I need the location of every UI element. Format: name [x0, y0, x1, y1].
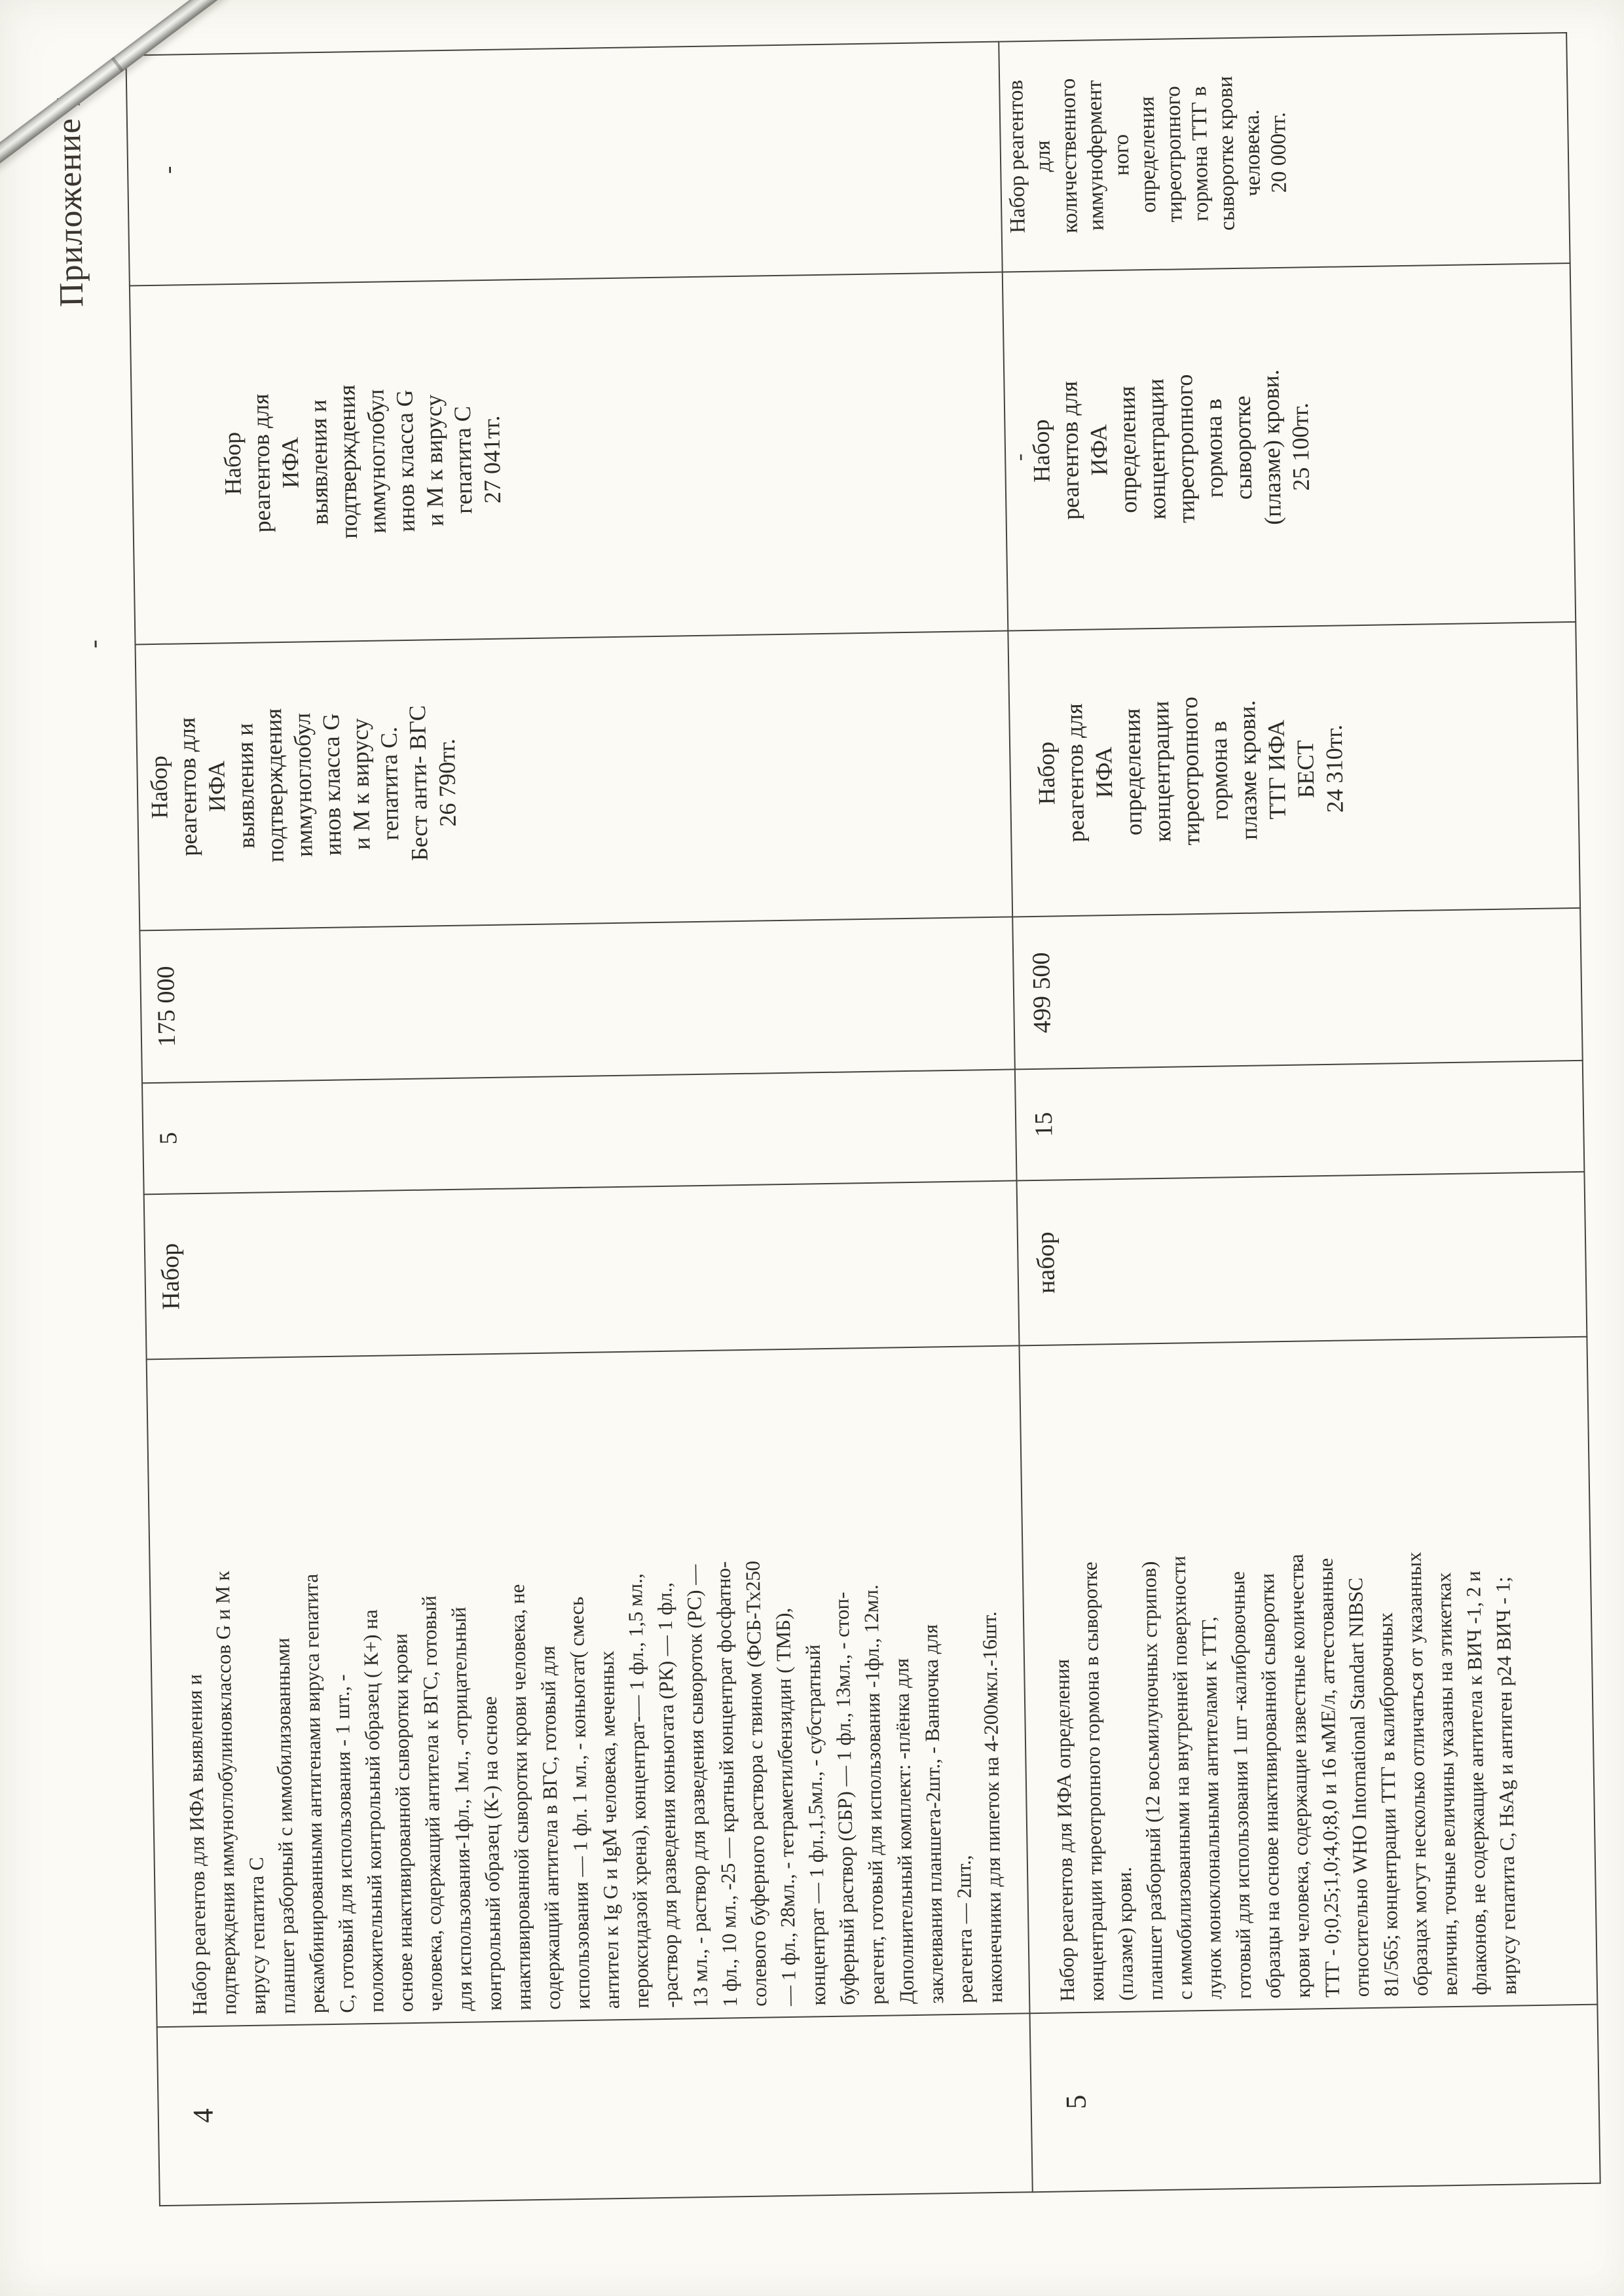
offer-cell-supplier3-dash: -	[126, 42, 1002, 286]
quantity-cell: 5	[142, 1069, 1017, 1194]
unit-cell: Набор	[144, 1180, 1020, 1359]
quantity-cell: 15	[1015, 1061, 1585, 1181]
appendix-label: Приложение 1	[50, 90, 91, 308]
row-number-cell: 4	[157, 2013, 1033, 2206]
table-row-item-4	[126, 42, 1032, 2206]
item-description-cell: Набор реагентов для ИФА определения концентрации тиреотропного гормона в сыворотке (плазме) крови. планшет разборный (12 восьмилуночных стрипов) с иммобилизованными на внутренней поверхности лунок моноклональными антителами к ТТГ, готовый для использования 1 шт -калибровочные образцы на основе инактивированной сыворотки крови человека, содержащие известные количества ТТГ - 0;0,25;1,0;4,0;8,0 и 16 мМЕ/л, аттестованные относительно WHO Intornational Standart NIBSC 81/565; концентрации ТТГ в калибровочных образцах могут несколько отличаться от указанных величин, точные величины указаны на этикетках флаконов, не содержащие антитела к ВИЧ -1, 2 и вирусу гепатита С, HsAg и антиген р24 ВИЧ - 1;	[1019, 1337, 1597, 2013]
offer-cell-supplier2: Набор реагентов для ИФА выявления и подтверждения иммуноглобул инов класса G и М к вирусу гепатита С 27 041тг.	[130, 272, 1008, 645]
unit-cell: набор	[1017, 1172, 1587, 1346]
offer-cell-supplier1: Набор реагентов для ИФА определения концентрации тиреотропного гормона в плазме крови. ТТГ ИФА БЕСТ 24 310тг.	[1008, 622, 1580, 917]
offer-cell-supplier3: Набор реагентов для количественного иммунофермент ного определения тиреотропного гормона ТТГ в сыворотке крови человека. 20 000тг.	[999, 33, 1570, 272]
price-cell: 499 500	[1012, 908, 1583, 1070]
row5-dash-mark: -	[1007, 453, 1032, 462]
table-row-item-5	[999, 33, 1600, 2192]
margin-dash-mark: -	[78, 639, 108, 649]
row-number-cell: 5	[1030, 2005, 1600, 2193]
tender-table	[125, 32, 1600, 2206]
offer-cell-supplier1: Набор реагентов для ИФА выявления и подтверждения иммуноглобул инов класса G и М к вирусу гепатита С. Бест анти- ВГС 26 790тг.	[135, 631, 1012, 931]
item-description-cell: Набор реагентов для ИФА выявления и подтверждения иммуноглобулиновклассов G и М к вирусу гепатита С планшет разборный с иммобилизованными рекамбинированными антигенами вируса гепатита С, готовый для использования - 1 шт., - положительный контрольный образец ( К+) на основе инактивированной сыворотки крови человека, содержащий антитела к ВГС, готовый для использования-1фл., 1мл., -отрицательный контрольный образец (К-) на основе инактивированной сыворотки крови человека, не содержащий антитела в ВГС, готовый для использования — 1 фл. 1 мл., - коньюгат( смесь антител к Ig G и IgM человека, меченных пероксидазой хрена), концентрат-— 1 фл., 1,5 мл., -раствор для разведения коньюгата (РК) — 1 фл., 13 мл., - раствор для разведения сывороток (РС) — 1 фл., 10 мл., -25 — кратный концентрат фосфатно- солевого буферного раствора с твином (ФСБ-Тх250 — 1 фл., 28мл., - тетраметилбензидин ( ТМБ), концентрат — 1 фл.,1,5мл., - субстратный буферный раствор (СБР) — 1 фл., 13мл., - стоп- реагент, готовый для использования -1фл., 12мл. Дополнительный комплект: -плёнка для заклеивания планшета-2шт., - Ванночка для реагента — 2шт., наконечники для пипеток на 4-200мкл.-16шт.	[147, 1345, 1030, 2027]
offer-cell-supplier2: Набор реагентов для ИФА определения концентрации тиреотропного гормона в сыворотке (плазме) крови. 25 100тг.	[1003, 263, 1576, 631]
price-cell: 175 000	[139, 917, 1014, 1083]
